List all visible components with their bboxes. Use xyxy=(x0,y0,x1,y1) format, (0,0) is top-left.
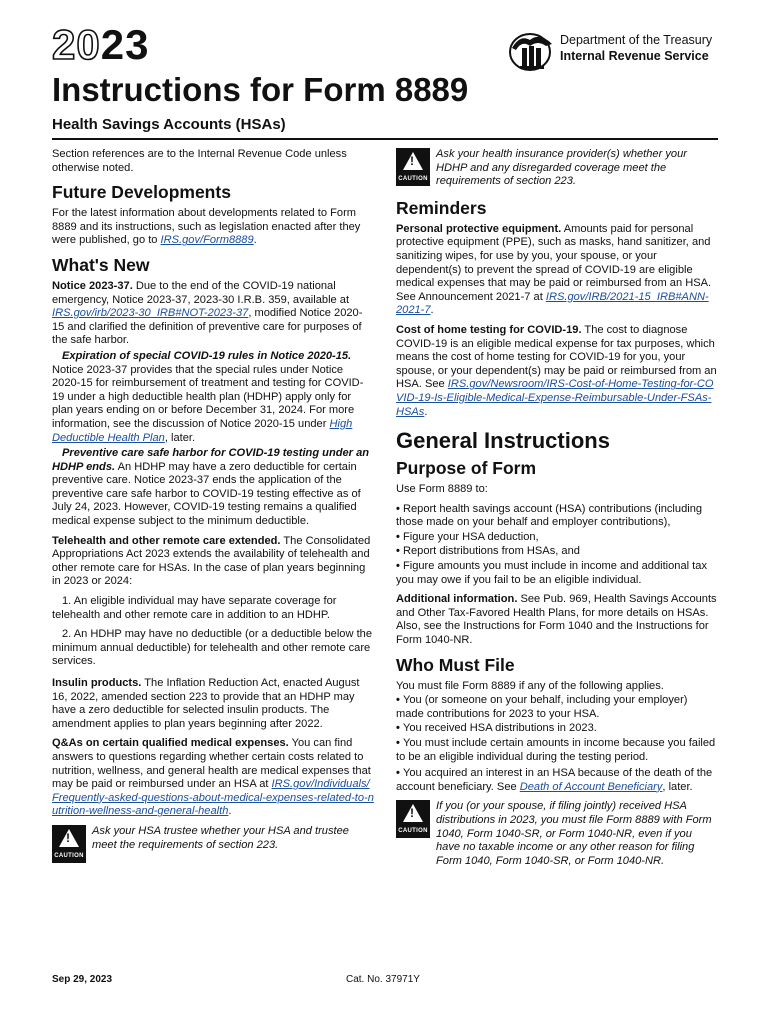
list-item: • Report health savings account (HSA) contributions (including those made on your behalf and employer contributions), xyxy=(396,503,718,530)
list-item: • Figure your HSA deduction, xyxy=(396,531,718,545)
who-must-file-intro: You must file Form 8889 if any of the following applies. xyxy=(396,679,664,692)
who-must-file-heading: Who Must File xyxy=(396,654,515,675)
reminders-heading: Reminders xyxy=(396,197,487,218)
form8889-link[interactable]: IRS.gov/Form8889 xyxy=(160,234,254,247)
irs-eagle-logo-icon xyxy=(508,28,556,72)
intro-text: Section references are to the Internal Revenue Code unless otherwise noted. xyxy=(52,148,347,174)
year-outline: 20 xyxy=(52,21,101,68)
death-beneficiary-link[interactable]: Death of Account Beneficiary xyxy=(519,780,663,793)
list-item: • Figure amounts you must include in income and additional tax you may owe if you fail to be an eligible individual. xyxy=(396,560,718,587)
ppe-paragraph: Personal protective equipment. Amounts paid for personal protective equipment (PPE), such as masks, hand sanitizer, and sanitizing wipes, for use by you, your spouse, or your dependent(s) to prevent the spread of COVID-19 are eligible medical expenses that may be paid or reimbursed from an HSA. See Announcement 2021-7 at IRS.gov/IRB/2021-15_IRB#ANN-2021-7. xyxy=(396,222,712,317)
footer-date: Sep 29, 2023 xyxy=(52,974,113,985)
caution-text: Ask your HSA trustee whether your HSA and trustee meet the requirements of section 223. xyxy=(92,824,349,851)
agency-name xyxy=(560,32,712,64)
caution-text: Ask your health insurance provider(s) whether your HDHP and any disregarded coverage meet the requirements of section 223. xyxy=(436,148,687,188)
list-item: • You acquired an interest in an HSA because of the death of the account beneficiary. See Death of Account Beneficiary, later. xyxy=(396,767,718,794)
right-column xyxy=(396,148,718,876)
qa-paragraph: Q&As on certain qualified medical expenses. You can find answers to questions regarding whether certain costs related to nutrition, wellness, and general health are medical expenses that may be paid or reimbursed under an HSA at IRS.gov/Individuals/Frequently-asked-questions-about-medical-expenses-related-to-nutrition-wellness-and-general-health. xyxy=(52,737,374,818)
purpose-heading: Purpose of Form xyxy=(396,458,537,479)
list-item: • Report distributions from HSAs, and xyxy=(396,545,718,559)
telehealth-item-1: 1. An eligible individual may have separate coverage for telehealth and other remote care in addition to an HDHP. xyxy=(52,595,337,621)
future-developments-text: For the latest information about developments related to Form 8889 and its instructions, such as legislation enacted after they were published, go to IRS.gov/Form8889. xyxy=(52,207,361,247)
insulin-paragraph: Insulin products. The Inflation Reduction Act, enacted August 16, 2022, amended section 223 to provide that an HDHP may have a zero deductible for selected insulin products. The amendment applies to plan years beginning after 2022. xyxy=(52,677,360,730)
caution-icon: ! CAUTION xyxy=(52,825,86,863)
purpose-intro: Use Form 8889 to: xyxy=(396,483,488,496)
telehealth-paragraph: Telehealth and other remote care extended. The Consolidated Appropriations Act 2023 extends the availability of telehealth and other remote care for HSAs. In the case of plan years beginning in 2023 or 2024: xyxy=(52,534,371,588)
page-subtitle: Health Savings Accounts (HSAs) xyxy=(52,116,286,133)
whats-new-heading: What's New xyxy=(52,254,150,275)
who-must-file-list xyxy=(396,694,718,794)
page-title: Instructions for Form 8889 xyxy=(52,71,469,108)
list-item: • You received HSA distributions in 2023. xyxy=(396,722,718,736)
notice-2023-37-paragraph: Notice 2023-37. Due to the end of the COVID-19 national emergency, Notice 2023-37, 2023-30 I.R.B. 359, available at IRS.gov/irb/2023-30_IRB#NOT-2023-37, modified Notice 2020-15 and clarified the definition of preventive care for purposes of the safe harbor. xyxy=(52,279,363,347)
home-testing-link[interactable]: IRS.gov/Newsroom/IRS-Cost-of-Home-Testing-for-COVID-19-Is-Eligible-Medical-Expense-Reimbursable-Under-FSAs-HSAs xyxy=(396,378,714,418)
additional-info-paragraph: Additional information. See Pub. 969, Health Savings Accounts and Other Tax-Favored Health Plans, for more details on HSAs. Also, see the Instructions for Form 1040 and the Instructions for Form 1040-NR. xyxy=(396,593,717,647)
caution-box-trustee xyxy=(52,825,374,863)
left-column xyxy=(52,148,374,871)
year-solid: 23 xyxy=(100,21,150,68)
list-item: • You must include certain amounts in income because you failed to be an eligible individual during the testing period. xyxy=(396,737,718,764)
notice-link[interactable]: IRS.gov/irb/2023-30_IRB#NOT-2023-37 xyxy=(52,307,249,320)
caution-icon: ! CAUTION xyxy=(396,148,430,186)
expiration-paragraph: Expiration of special COVID-19 rules in Notice 2020-15. Notice 2023-37 provides that the special rules under Notice 2020-15 for reimbursement of treatment and testing for COVID-19 under a high deductible health plan (HDHP) apply only for plan years ending on or before December 31, 2024. For more information, see the discussion of Notice 2020-15 under High Deductible Health Plan, later. xyxy=(52,349,364,444)
header-divider xyxy=(52,138,718,140)
caution-box-provider xyxy=(396,148,718,189)
list-item: • You (or someone on your behalf, including your employer) made contributions for 2023 to your HSA. xyxy=(396,694,718,721)
dept-irs: Internal Revenue Service xyxy=(560,49,709,63)
general-instructions-heading: General Instructions xyxy=(396,428,610,454)
dept-treasury: Department of the Treasury xyxy=(560,33,713,47)
caution-icon: ! CAUTION xyxy=(396,800,430,838)
preventive-care-paragraph: Preventive care safe harbor for COVID-19 testing under an HDHP ends. An HDHP may have a zero deductible for certain preventive care. Notice 2023-37 ends the application of the preventive care safe harbor to COVID-19 testing effective as of July 24, 2023. However, COVID-19 testing remains a qualified medical expense subject to the minimum deductible. xyxy=(52,447,370,528)
caution-box-distributions xyxy=(396,800,718,868)
caution-text: If you (or your spouse, if filing jointly) received HSA distributions in 2023, you must file Form 8889 with Form 1040, Form 1040-SR, or Form 1040-NR, even if you have no taxable income or any other reason for filing Form 1040, Form 1040-SR, or Form 1040-NR. xyxy=(436,800,712,867)
footer-catalog-number: Cat. No. 37971Y xyxy=(346,974,420,985)
future-developments-heading: Future Developments xyxy=(52,182,231,203)
hdhp-link[interactable]: High Deductible Health Plan xyxy=(52,417,353,444)
telehealth-item-2: 2. An HDHP may have no deductible (or a deductible below the minimum annual deductible) for telehealth and other remote care services. xyxy=(52,628,372,668)
ppe-link[interactable]: IRS.gov/IRB/2021-15_IRB#ANN-2021-7 xyxy=(396,290,709,317)
qa-link[interactable]: IRS.gov/Individuals/Frequently-asked-questions-about-medical-expenses-related-to-nutrition-wellness-and-general-health xyxy=(52,778,374,818)
home-testing-paragraph: Cost of home testing for COVID-19. The cost to diagnose COVID-19 is an eligible medical expense for tax purposes, which means the cost of home testing for COVID-19 for you, your spouse, or your dependent(s) may be paid or reimbursed from an HSA. See IRS.gov/Newsroom/IRS-Cost-of-Home-Testing-for-COVID-19-Is-Eligible-Medical-Expense-Reimbursable-Under-FSAs-HSAs. xyxy=(396,323,717,418)
purpose-list xyxy=(396,503,718,588)
tax-year xyxy=(52,22,149,68)
